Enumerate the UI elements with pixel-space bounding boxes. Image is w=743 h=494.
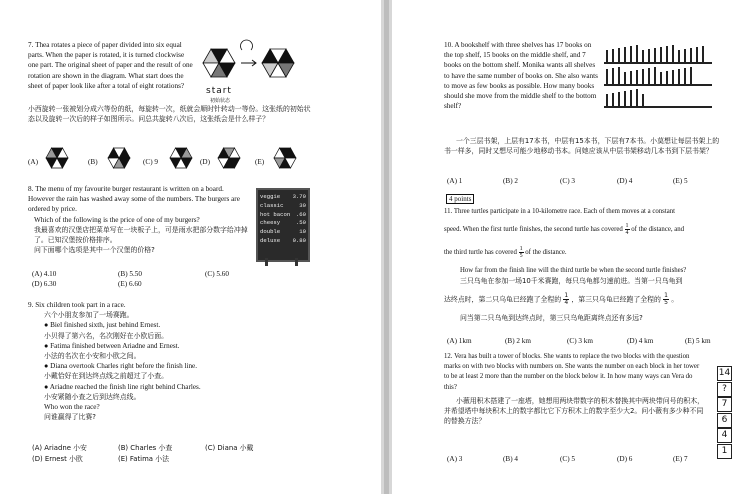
intro-cn: 六个小朋友参加了一场赛跑。 xyxy=(44,311,134,320)
line-1: Three turtles participate in a 10-kilometre race. Each of them moves at a constant xyxy=(453,208,676,215)
question-number: 10. xyxy=(444,41,453,49)
fraction-one-quarter-cn: $\frac{1}{4}$ xyxy=(564,291,569,306)
clue-text: Fatima finished between Ariadne and Ernest. xyxy=(50,341,180,350)
bullet-icon: ● xyxy=(44,382,50,391)
option-e[interactable]: (E) xyxy=(255,158,265,166)
option-b[interactable]: (B) 4 xyxy=(503,455,518,463)
menu-row xyxy=(260,211,306,220)
number-block: 4 xyxy=(717,428,732,443)
question-12 xyxy=(444,352,706,426)
option-d[interactable]: (D) xyxy=(200,158,210,166)
question-prompt-en: How far from the finish line will the third turtle be when the second turtle finishes? xyxy=(460,267,687,275)
book-icon xyxy=(636,70,638,84)
fraction-one-fifth: $\frac{1}{5}$ xyxy=(519,246,523,260)
book-icon xyxy=(624,91,626,106)
option-b[interactable]: (B) 2 xyxy=(503,177,518,185)
book-icon xyxy=(648,68,650,84)
book-icon xyxy=(690,48,692,62)
option-d[interactable]: (D) 4 km xyxy=(627,337,654,345)
menu-item-price: 0.80 xyxy=(292,236,306,244)
question-10-cn xyxy=(444,136,724,156)
book-icon xyxy=(684,68,686,84)
question-prompt-cn: 问下面哪个选项是其中一个汉堡的价格? xyxy=(34,246,155,255)
menu-row xyxy=(260,237,306,246)
menu-board-stand xyxy=(265,258,268,266)
clue-en xyxy=(44,361,313,371)
hexagon-option-a-icon[interactable] xyxy=(44,146,70,170)
book-icon xyxy=(612,68,614,84)
menu-item-price: 30 xyxy=(299,201,306,209)
question-text-en: Thea rotates a piece of paper divided into six equal parts. When the paper is rotated, it is turned clockwise one part. The original sheet of paper and the result of one rotation are shown in the diagram. What start does the sheet of paper look like after a total of eight rotations? xyxy=(28,41,193,90)
cn-line-2a: 达终点时，第二只乌龟已经跑了全程的 xyxy=(444,295,562,304)
hexagon-option-e-icon[interactable] xyxy=(272,146,298,170)
option-a[interactable]: (A) Ariadne 小安 xyxy=(32,444,87,452)
option-c[interactable]: (C) 5.60 xyxy=(205,270,229,278)
option-d[interactable]: (D) 6 xyxy=(617,455,633,463)
question-number: 7. xyxy=(28,41,34,49)
question-prompt-en: Who won the race? xyxy=(44,403,100,412)
book-icon xyxy=(642,50,644,62)
cn-line-2b: ，第三只乌龟已经跑了全程的 xyxy=(571,295,661,304)
book-icon xyxy=(696,47,698,62)
book-icon xyxy=(612,93,614,106)
book-icon xyxy=(630,46,632,62)
book-icon xyxy=(660,47,662,62)
menu-row xyxy=(260,219,306,228)
question-block: ? xyxy=(717,382,732,397)
question-9 xyxy=(28,300,313,422)
menu-item-price: 3.70 xyxy=(292,193,306,200)
book-icon xyxy=(642,69,644,84)
points-badge: 4 points xyxy=(446,194,474,204)
question-text-cn: 小西旋转一张被划分成六等份的纸，每旋转一次，纸就会顺时针转动一等份。这张纸的初始状态以及旋转一次后的样子如图所示。问总共旋转八次后，这张纸会是什么样子？ xyxy=(28,105,311,124)
start-label-cn: 初始状态 xyxy=(210,98,231,104)
book-icon xyxy=(684,49,686,62)
bullet-icon: ● xyxy=(44,362,51,371)
question-text-en: Vera has built a tower of blocks. She wants to replace the two blocks with the question marks on with two blocks with numbers on. She wants the number on each block in her tower to be at least 2 more than the number on the block below it. In how many ways can Vera do this? xyxy=(444,353,700,391)
book-icon xyxy=(606,94,608,106)
menu-board-stand xyxy=(295,258,298,266)
book-icon xyxy=(672,45,674,62)
option-b[interactable]: (B) xyxy=(88,158,98,166)
q7-options xyxy=(28,146,313,170)
fraction-one-fifth-cn: $\frac{1}{5}$ xyxy=(664,291,668,306)
book-icon xyxy=(690,67,692,84)
book-icon xyxy=(642,94,644,106)
book-icon xyxy=(636,89,638,106)
cn-line-1: 三只乌龟在参加一场10千米赛跑，每只乌龟都匀速前进。当第一只乌龟到 xyxy=(460,277,683,286)
menu-board xyxy=(256,188,310,262)
book-icon xyxy=(630,90,632,106)
arrow-right-icon xyxy=(241,60,256,66)
line-3a: the third turtle has covered xyxy=(444,249,517,257)
book-icon xyxy=(660,72,662,84)
scrollbar[interactable] xyxy=(384,0,389,494)
number-block: 7 xyxy=(717,397,732,412)
menu-row xyxy=(260,202,306,211)
block-tower xyxy=(717,366,733,460)
menu-item-price: .60 xyxy=(295,210,306,218)
cn-line-2c: 。 xyxy=(671,295,679,304)
option-b[interactable]: (B) Charles 小查 xyxy=(118,444,173,452)
book-icon xyxy=(618,67,620,84)
option-a[interactable]: (A) 1km xyxy=(447,337,472,345)
question-7 xyxy=(28,40,196,91)
book-icon xyxy=(666,71,668,84)
menu-item-name: deluxe xyxy=(260,236,281,244)
question-prompt-en: Which of the following is the price of one of my burgers? xyxy=(34,215,200,224)
book-icon xyxy=(624,72,626,84)
book-icon xyxy=(654,67,656,84)
question-8 xyxy=(28,184,250,255)
clue-text: Diana overtook Charles right before the finish line. xyxy=(50,362,198,371)
hexagon-rotated-icon xyxy=(262,49,294,77)
menu-row xyxy=(260,193,306,202)
hexagon-option-b-icon[interactable] xyxy=(106,146,132,170)
question-text-en: A bookshelf with three shelves has 17 books on the top shelf, 15 books on the middle shelf, and 7 books on the bottom shelf. Monika wants all shelves to have the same number of books on. She also wants to move as few books as possible. How many books should she move from the middle shelf to the bottom shelf? xyxy=(444,41,598,111)
points-header xyxy=(446,194,474,204)
question-number: 8. xyxy=(28,185,34,193)
fraction-one-quarter: $\frac{1}{4}$ xyxy=(625,223,629,237)
option-c[interactable]: (C) 5 xyxy=(560,455,575,463)
menu-item-price: .50 xyxy=(295,219,306,227)
clue-cn: 小法的名次在小安和小欧之间。 xyxy=(44,352,141,361)
hexagon-option-d-icon[interactable] xyxy=(216,146,242,170)
question-text-cn: 一个三层书架，上层有17本书，中层有15本书，下层有7本书。小莫想让每层书架上的书一样多，同时又想尽可能少地移动书本。问她应该从中层书架移动几本书到下层书架？ xyxy=(444,137,720,156)
book-icon xyxy=(606,50,608,62)
book-icon xyxy=(618,92,620,106)
question-10 xyxy=(444,40,600,111)
menu-item-price: 10 xyxy=(299,228,306,236)
question-number: 11. xyxy=(444,208,453,215)
clue-en xyxy=(44,320,313,330)
number-block: 14 xyxy=(717,366,732,381)
option-e[interactable]: (E) 5 km xyxy=(685,337,711,345)
line-2b: of the distance, and xyxy=(631,226,685,234)
book-icon xyxy=(678,69,680,84)
option-c[interactable]: (C) 9 xyxy=(143,158,158,166)
start-label: start xyxy=(206,86,232,96)
clue-text: Ariadne reached the finish line right behind Charles. xyxy=(49,382,201,391)
option-a[interactable]: (A) 1 xyxy=(447,177,463,185)
question-text-en: The menu of my favourite burger restaurant is written on a board. However the rain has washed away some of the numbers. The burgers are ordered by price. xyxy=(28,185,240,214)
book-icon xyxy=(618,48,620,62)
page-gutter xyxy=(381,0,392,494)
option-d[interactable]: (D) Ernest 小欧 xyxy=(32,455,83,463)
book-icon xyxy=(666,46,668,62)
bookshelf-illustration xyxy=(604,44,712,110)
hexagon-option-c-icon[interactable] xyxy=(168,146,194,170)
option-d[interactable]: (D) 6.30 xyxy=(32,280,57,288)
book-icon xyxy=(624,47,626,62)
right-page xyxy=(392,0,743,494)
bullet-icon: ● xyxy=(44,321,51,330)
option-c[interactable]: (C) 3 km xyxy=(567,337,593,345)
number-block: 1 xyxy=(717,444,732,459)
clue-text: Biel finished sixth, just behind Ernest. xyxy=(50,321,161,330)
option-b[interactable]: (B) 5.50 xyxy=(118,270,142,278)
clue-cn: 小安紧随小查之后到达终点线。 xyxy=(44,392,141,401)
option-e[interactable]: (E) 6.60 xyxy=(118,280,142,288)
clue-cn: 小戴恰好在到达终点线之前超过了小查。 xyxy=(44,372,169,381)
book-icon xyxy=(648,49,650,62)
option-c[interactable]: (C) 3 xyxy=(560,177,575,185)
option-e[interactable]: (E) Fatima 小法 xyxy=(118,455,169,463)
option-a[interactable]: (A) 4.10 xyxy=(32,270,57,278)
book-icon xyxy=(606,69,608,84)
question-11 xyxy=(444,207,734,323)
intro-en: Six children took part in a race. xyxy=(35,301,126,309)
book-icon xyxy=(702,46,704,62)
question-number: 12. xyxy=(444,353,453,360)
number-block: 6 xyxy=(717,413,732,428)
question-number: 9. xyxy=(28,301,34,309)
bullet-icon: ● xyxy=(44,341,51,350)
line-3b: of the distance. xyxy=(525,249,567,257)
option-e[interactable]: (E) 5 xyxy=(673,177,688,185)
menu-item-name: veggie xyxy=(260,193,281,200)
book-icon xyxy=(612,49,614,62)
option-a[interactable]: (A) xyxy=(28,158,38,166)
clue-en xyxy=(44,382,313,392)
menu-item-name: double xyxy=(260,228,281,236)
book-icon xyxy=(678,50,680,62)
line-2a: speed. When the first turtle finishes, the second turtle has covered xyxy=(444,226,623,234)
question-text-cn: 小薇用积木搭建了一座塔，她想用两块带数字的积木替换其中两块带问号的积木，并希望塔中每块积木上的数字都比它下方积木上的数字至少大2。问小薇有多少种不同的替换方法？ xyxy=(444,396,705,426)
clue-cn: 小贝得了第六名，名次刚好在小欧后面。 xyxy=(44,331,169,340)
book-icon xyxy=(672,70,674,84)
question-prompt-cn: 问谁赢得了比赛? xyxy=(44,413,96,422)
option-c[interactable]: (C) Diana 小戴 xyxy=(205,444,254,452)
option-b[interactable]: (B) 2 km xyxy=(505,337,531,345)
menu-item-name: hot bacon xyxy=(260,210,291,218)
option-e[interactable]: (E) 7 xyxy=(673,455,688,463)
clue-en xyxy=(44,341,313,351)
menu-row xyxy=(260,228,306,237)
book-icon xyxy=(654,48,656,62)
hexagon-start-icon xyxy=(203,49,235,77)
question-text-cn: 我最喜欢的汉堡店把菜单写在一块板子上，可是雨水把部分数字给冲掉了。已知汉堡按价格排序。 xyxy=(34,225,248,245)
menu-item-name: classic xyxy=(260,201,284,209)
option-a[interactable]: (A) 3 xyxy=(447,455,463,463)
menu-item-name: cheesy xyxy=(260,219,281,227)
book-icon xyxy=(636,45,638,62)
question-7-cn xyxy=(28,104,311,124)
option-d[interactable]: (D) 4 xyxy=(617,177,633,185)
rotate-clockwise-icon xyxy=(241,40,253,50)
question-prompt-cn: 问当第二只乌龟到达终点时，第三只乌龟距离终点还有多远? xyxy=(460,313,643,322)
book-icon xyxy=(630,71,632,84)
